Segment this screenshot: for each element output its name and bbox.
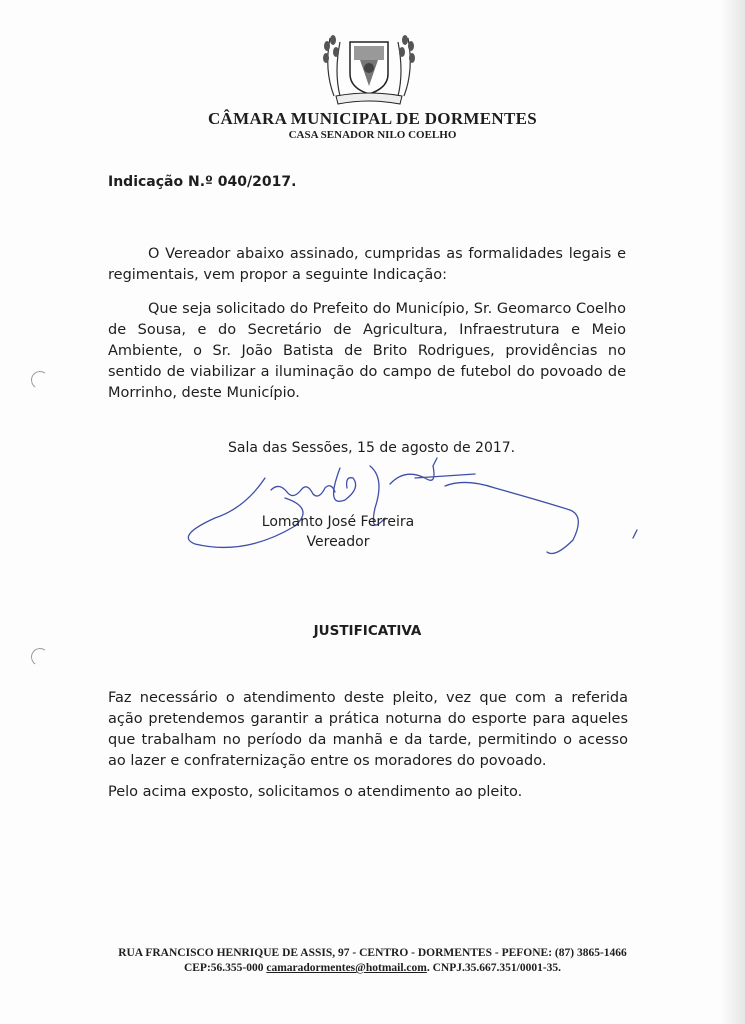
session-date: Sala das Sessões, 15 de agosto de 2017. — [228, 440, 516, 456]
justification-paragraph: Faz necessário o atendimento deste pleito, vez que com a referida ação pretendemos garantir a prática noturna do esporte para aqueles que trabalham no período da manhã e da tarde, permitindo o acesso ao lazer e confraternização entre os moradores do povoado. — [108, 690, 628, 769]
punch-hole-bottom — [30, 647, 51, 668]
justification-heading: JUSTIFICATIVA — [313, 623, 422, 639]
punch-hole-top — [30, 370, 51, 391]
closing-paragraph: Pelo acima exposto, solicitamos o atendimento ao pleito. — [108, 784, 523, 800]
intro-paragraph: O Vereador abaixo assinado, cumpridas as formalidades legais e regimentais, vem propor a seguinte Indicação: — [108, 246, 626, 283]
signer-block — [238, 512, 438, 552]
footer-address: RUA FRANCISCO HENRIQUE DE ASSIS, 97 - CENTRO - DORMENTES - PEFONE: (87) 3865-1466 — [118, 947, 627, 959]
signer-name: Lomanto José Ferreira — [261, 514, 415, 530]
footer-cnpj: . CNPJ.35.667.351/0001-35. — [426, 962, 562, 974]
institution-name: CÂMARA MUNICIPAL DE DORMENTES — [207, 109, 538, 128]
page-edge — [723, 0, 745, 1024]
municipal-crest — [314, 30, 424, 108]
signer-role: Vereador — [306, 534, 370, 550]
crest-seal-image — [314, 30, 424, 108]
footer-contact — [0, 962, 745, 974]
footer-email-link[interactable]: camaradormentes@hotmail.com — [266, 962, 427, 974]
request-paragraph: Que seja solicitado do Prefeito do Município, Sr. Geomarco Coelho de Sousa, e do Secretário de Agricultura, Infraestrutura e Meio Ambiente, o Sr. João Batista de Brito Rodrigues, providências no sentido de viabilizar a iluminação do campo de futebol do povoado de Morrinho, deste Município. — [108, 301, 626, 401]
institution-subtitle: CASA SENADOR NILO COELHO — [288, 129, 457, 141]
footer-cep: CEP:56.355-000 — [183, 962, 264, 974]
document-reference: Indicação N.º 040/2017. — [108, 174, 297, 190]
